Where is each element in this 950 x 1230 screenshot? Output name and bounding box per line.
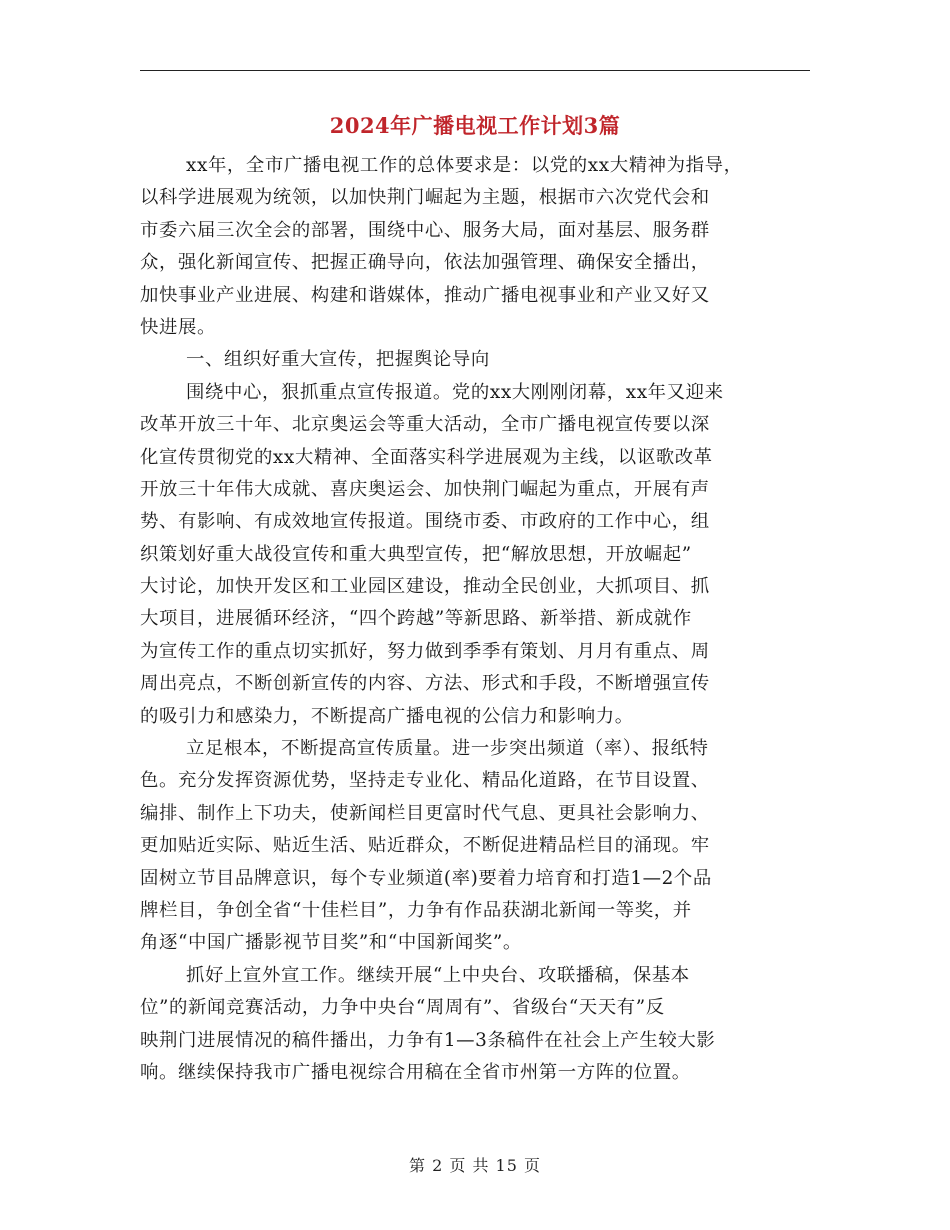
body-text-line: 以科学进展观为统领，以加快荆门崛起为主题，根据市六次党代会和 xyxy=(140,187,710,209)
body-text-line: 立足根本，不断提高宣传质量。进一步突出频道（率）、报纸特 xyxy=(186,738,709,760)
body-text-line: 众，强化新闻宣传、把握正确导向，依法加强管理、确保安全播出， xyxy=(140,252,710,274)
body-text-line: 的吸引力和感染力，不断提高广播电视的公信力和影响力。 xyxy=(140,705,634,727)
body-text-line: 改革开放三十年、北京奥运会等重大活动，全市广播电视宣传要以深 xyxy=(140,414,710,436)
body-text-line: xx年，全市广播电视工作的总体要求是：以党的xx大精神为指导， xyxy=(186,155,743,176)
page-footer: 第 2 页 共 15 页 xyxy=(409,1156,541,1175)
body-text-line: 响。继续保持我市广播电视综合用稿在全省市州第一方阵的位置。 xyxy=(140,1061,691,1083)
body-text-line: 牌栏目，争创全省“十佳栏目”，力争有作品获湖北新闻一等奖，并 xyxy=(140,899,692,921)
body-text-line: 固树立节目品牌意识，每个专业频道(率)要着力培育和打造1—2个品 xyxy=(140,867,712,889)
body-text-line: 编排、制作上下功夫，使新闻栏目更富时代气息、更具社会影响力、 xyxy=(140,802,710,824)
body-text-line: 位”的新闻竞赛活动，力争中央台“周周有”、省级台“天天有”反 xyxy=(140,997,665,1019)
body-text-line: 一、组织好重大宣传，把握舆论导向 xyxy=(186,349,490,371)
body-text-line: 围绕中心，狠抓重点宣传报道。党的xx大刚刚闭幕，xx年又迎来 xyxy=(186,381,724,403)
body-text-line: 大项目，进展循环经济，“四个跨越”等新思路、新举措、新成就作 xyxy=(140,608,692,630)
body-text-line: 大讨论，加快开发区和工业园区建设，推动全民创业，大抓项目、抓 xyxy=(140,576,710,598)
body-text-line: 织策划好重大战役宣传和重大典型宣传，把“解放思想，开放崛起” xyxy=(140,543,692,565)
body-text-line: 开放三十年伟大成就、喜庆奥运会、加快荆门崛起为重点，开展有声 xyxy=(140,478,710,500)
body-text-line: 势、有影响、有成效地宣传报道。围绕市委、市政府的工作中心，组 xyxy=(140,511,710,533)
document-title: 2024年广播电视工作计划3篇 xyxy=(329,113,621,138)
document-body xyxy=(140,150,820,1089)
body-text-line: 映荆门进展情况的稿件播出，力争有1—3条稿件在社会上产生较大影 xyxy=(140,1029,716,1051)
body-text-line: 更加贴近实际、贴近生活、贴近群众，不断促进精品栏目的涌现。牢 xyxy=(140,835,710,857)
body-text-line: 周出亮点，不断创新宣传的内容、方法、形式和手段，不断增强宣传 xyxy=(140,673,710,695)
body-text-line: 快进展。 xyxy=(140,316,216,338)
body-text-line: 加快事业产业进展、构建和谐媒体，推动广播电视事业和产业又好又 xyxy=(140,284,710,306)
body-text-line: 市委六届三次全会的部署，围绕中心、服务大局，面对基层、服务群 xyxy=(140,219,710,241)
header-rule xyxy=(140,70,810,71)
body-text-line: 抓好上宣外宣工作。继续开展“上中央台、攻联播稿，保基本 xyxy=(186,964,690,986)
body-text-line: 化宣传贯彻党的xx大精神、全面落实科学进展观为主线，以讴歌改革 xyxy=(140,446,713,468)
body-text-line: 色。充分发挥资源优势，坚持走专业化、精品化道路，在节目设置、 xyxy=(140,770,710,792)
body-text-line: 为宣传工作的重点切实抓好，努力做到季季有策划、月月有重点、周 xyxy=(140,640,710,662)
body-text-line: 角逐“中国广播影视节目奖”和“中国新闻奖”。 xyxy=(140,932,522,954)
